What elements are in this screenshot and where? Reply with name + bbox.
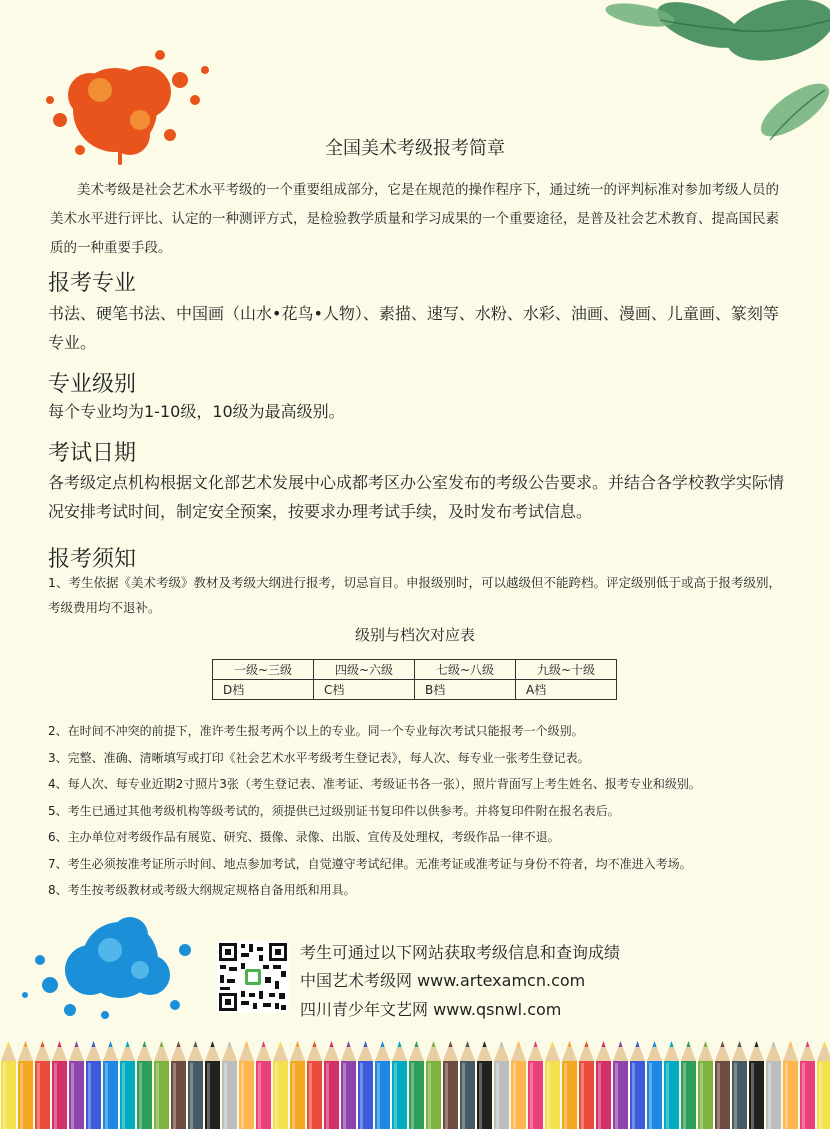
pencil <box>817 1041 830 1129</box>
pencil <box>86 1041 101 1129</box>
footer-site-2[interactable]: 四川青少年文艺网 www.qsnwl.com <box>300 1000 562 1019</box>
pencil <box>647 1041 662 1129</box>
intro-paragraph: 美术考级是社会艺术水平考级的一个重要组成部分，它是在规范的操作程序下，通过统一的评判标准对参加考级人员的美术水平进行评比、认定的一种测评方式，是检验教学质量和学习成果的一个重要途径，是普及社会艺术教育、提高国民素质的一种重要手段。 <box>50 182 779 256</box>
qr-code-icon <box>217 941 289 1013</box>
pencil <box>783 1041 798 1129</box>
footer-info-line: 考生可通过以下网站获取考级信息和查询成绩 <box>300 943 621 962</box>
notes-list <box>48 718 808 904</box>
levels-text: 每个专业均为1-10级，10级为最高级别。 <box>48 402 345 421</box>
grade-table <box>212 659 617 700</box>
pencil <box>630 1041 645 1129</box>
pencil <box>188 1041 203 1129</box>
list-item: 8、考生按考级教材或考级大纲规定规格自备用纸和用具。 <box>48 883 356 897</box>
section-heading-notes: 报考须知 <box>48 547 137 572</box>
grade-value-cell: B档 <box>415 680 516 700</box>
pencil <box>222 1041 237 1129</box>
section-heading-levels: 专业级别 <box>48 372 137 397</box>
pencil <box>205 1041 220 1129</box>
pencil <box>579 1041 594 1129</box>
pencil <box>375 1041 390 1129</box>
grade-header-cell: 一级~三级 <box>213 660 314 680</box>
pencil <box>511 1041 526 1129</box>
pencil <box>681 1041 696 1129</box>
pencil <box>1 1041 16 1129</box>
majors-text: 书法、硬笔书法、中国画（山水•花鸟•人物）、素描、速写、水粉、水彩、油画、漫画、儿童画、篆刻等专业。 <box>48 304 779 352</box>
pencil <box>358 1041 373 1129</box>
page-title: 全国美术考级报考简章 <box>325 138 505 159</box>
pencil <box>698 1041 713 1129</box>
pencil <box>239 1041 254 1129</box>
pencil <box>120 1041 135 1129</box>
pencil <box>137 1041 152 1129</box>
pencil <box>766 1041 781 1129</box>
pencil <box>392 1041 407 1129</box>
pencil <box>562 1041 577 1129</box>
grade-header-cell: 九级~十级 <box>516 660 617 680</box>
grade-table-title: 级别与档次对应表 <box>354 626 475 644</box>
pencil <box>426 1041 441 1129</box>
pencil <box>749 1041 764 1129</box>
pencil <box>596 1041 611 1129</box>
grade-value-cell: D档 <box>213 680 314 700</box>
list-item: 2、在时间不冲突的前提下，准许考生报考两个以上的专业。同一个专业每次考试只能报考一个级别。 <box>48 724 584 738</box>
list-item: 3、完整、准确、清晰填写或打印《社会艺术水平考级考生登记表》，每人次、每专业一张考生登记表。 <box>48 750 590 765</box>
pencil <box>256 1041 271 1129</box>
section-heading-majors: 报考专业 <box>48 271 137 296</box>
grade-table-value-row <box>213 680 617 700</box>
pencil <box>545 1041 560 1129</box>
pencil <box>341 1041 356 1129</box>
pencil <box>443 1041 458 1129</box>
pencil <box>307 1041 322 1129</box>
pencil <box>324 1041 339 1129</box>
pencil <box>715 1041 730 1129</box>
pencil <box>800 1041 815 1129</box>
pencil <box>103 1041 118 1129</box>
pencil <box>18 1041 33 1129</box>
colored-pencils-decoration <box>0 1039 830 1129</box>
pencil <box>460 1041 475 1129</box>
list-item: 6、主办单位对考级作品有展览、研究、摄像、录像、出版、宣传及处理权，考级作品一律不退。 <box>48 830 560 844</box>
pencil <box>494 1041 509 1129</box>
grade-header-cell: 四级~六级 <box>314 660 415 680</box>
list-item: 4、每人次、每专业近期2寸照片3张（考生登记表、准考证、考级证书各一张），照片背面写上考生姓名、报考专业和级别。 <box>48 777 701 791</box>
paint-splash-blue <box>10 900 210 1030</box>
footer-site-1[interactable]: 中国艺术考级网 www.artexamcn.com <box>300 971 586 990</box>
pencil <box>290 1041 305 1129</box>
grade-value-cell: A档 <box>516 680 617 700</box>
list-item: 5、考生已通过其他考级机构等级考试的，须提供已过级别证书复印件以供参考。并将复印件附在报名表后。 <box>48 803 620 818</box>
pencil <box>477 1041 492 1129</box>
grade-table-header-row <box>213 660 617 680</box>
pencil <box>35 1041 50 1129</box>
pencil <box>613 1041 628 1129</box>
pencil <box>154 1041 169 1129</box>
pencil <box>732 1041 747 1129</box>
pencil <box>528 1041 543 1129</box>
grade-value-cell: C档 <box>314 680 415 700</box>
pencil <box>409 1041 424 1129</box>
dates-text: 各考级定点机构根据文化部艺术发展中心成都考区办公室发布的考级公告要求。并结合各学校教学实际情况安排考试时间，制定安全预案，按要求办理考试手续，及时发布考试信息。 <box>48 473 785 521</box>
list-item: 7、考生必须按准考证所示时间、地点参加考试，自觉遵守考试纪律。无准考证或准考证与身份不符者，均不准进入考场。 <box>48 856 692 871</box>
pencil <box>664 1041 679 1129</box>
note-1: 1、考生依据《美术考级》教材及考级大纲进行报考，切忌盲目。申报级别时，可以越级但不能跨档。评定级别低于或高于报考级别，考级费用均不退补。 <box>48 575 781 615</box>
pencil <box>52 1041 67 1129</box>
section-heading-dates: 考试日期 <box>48 441 137 466</box>
grade-header-cell: 七级~八级 <box>415 660 516 680</box>
pencil <box>273 1041 288 1129</box>
pencil <box>171 1041 186 1129</box>
pencil <box>69 1041 84 1129</box>
